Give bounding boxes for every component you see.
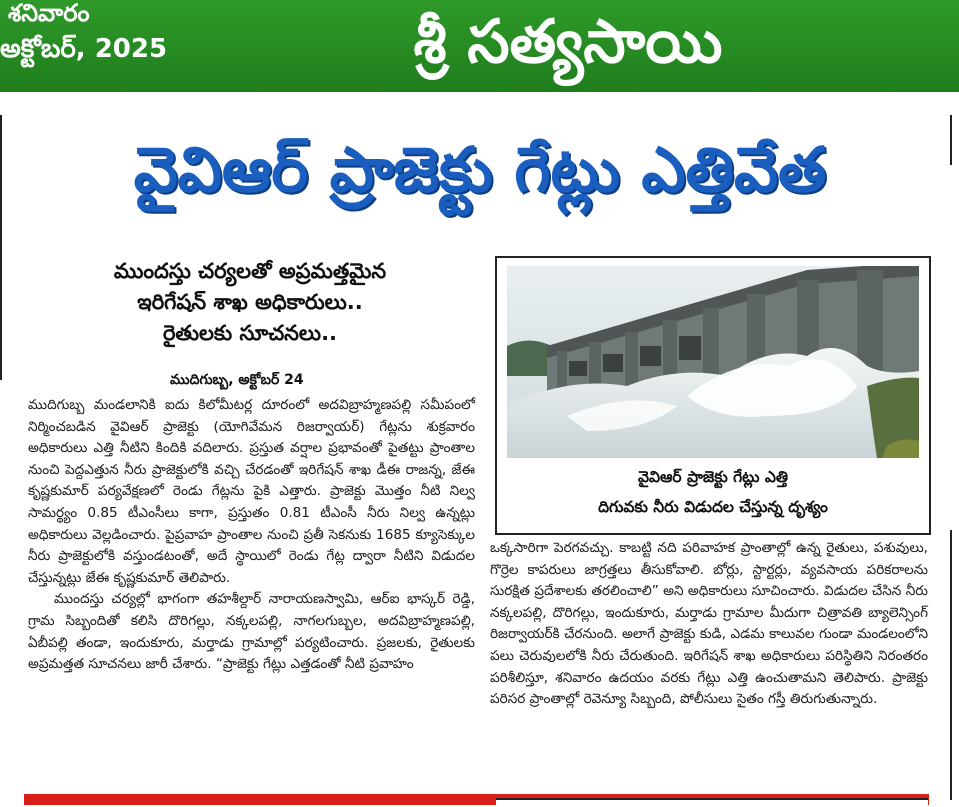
subheadline-line-3: రైతులకు సూచనలు..	[162, 321, 338, 345]
main-headline: వైవిఆర్ ప్రాజెక్టు గేట్లు ఎత్తివేత	[133, 133, 827, 206]
subheadline-line-2: ఇరిగేషన్ శాఖ అధికారులు..	[137, 290, 363, 314]
paragraph-3: ఒక్కసారిగా పెరగవచ్చు. కాబట్టి నది పరివాహక ప్రాంతాల్లో ఉన్న రైతులు, పశువులు, గొర్రెల కాపరులు జాగ్రత్తలు తీసుకోవాలి. బోర్లు, స్టార్టర్లు, వ్యవసాయ పరికరాలను సురక్షిత ప్రదేశాలకు తరలించాలి” అని అధికారులు సూచించారు. విడుదల చేసిన నీరు నక్కలపల్లి, దొరిగల్లు, ఇందుకూరు, మర్తాడు గ్రామాల మీదుగా చిత్రావతి బ్యాలెన్సింగ్ రిజర్వాయర్‌కి చేరనుంది. అలాగే ప్రాజెక్టు కుడి, ఎడమ కాలువల గుండా మండలంలోని పలు చెరువులలోకి నీరు చేరుతుంది. ఇరిగేషన్ శాఖ అధికారులు పరిస్థితిని నిరంతరం పరిశీలిస్తూ, శనివారం ఉదయం వరకు గేట్లు ఎత్తి ఉంచుతామని తెలిపారు. ప్రాజెక్టు పరిసర ప్రాంతాల్లో రెవెన్యూ సిబ్బంది, పోలీసులు సైతం గస్తీ తిరుగుతున్నారు.	[490, 540, 928, 708]
masthead	[0, 0, 959, 92]
dam-spillway-image	[507, 266, 919, 458]
subheadline	[40, 256, 460, 349]
dateline: ముదిగుబ్బ, అక్టోబర్ 24	[170, 372, 304, 388]
next-article-box-top	[496, 798, 928, 807]
right-edge-rule	[950, 115, 952, 165]
photo-caption	[505, 462, 921, 522]
photo-box	[495, 256, 931, 535]
paragraph-2: ముందస్తు చర్యల్లో భాగంగా తహశీల్దార్ నారాయణస్వామి, ఆర్ఐ భాస్కర్ రెడ్డి, గ్రామ సిబ్బందితో కలిసి దొరిగల్లు, నక్కలపల్లి, నాగలగుబ్బల, అదవిబ్రాహ్మణపల్లి, ఏబీపల్లి తండా, ఇందుకూరు, మర్తాడు గ్రామాల్లో పర్యటించారు. ప్రజలకు, రైతులకు అప్రమత్తత సూచనలు జారీ చేశారు. “ప్రాజెక్టు గేట్లు ఎత్తడంతో నీటి ప్రవాహం	[28, 591, 475, 673]
subheadline-line-1: ముందస్తు చర్యలతో అప్రమత్తమైన	[113, 259, 387, 283]
right-edge-rule-lower	[950, 530, 952, 800]
photo-caption-line-1: వైవిఆర్ ప్రాజెక్టు గేట్లు ఎత్తి	[637, 468, 789, 486]
dam-photo	[507, 266, 919, 458]
article-column-1	[28, 395, 475, 676]
photo-caption-line-2: దిగువకు నీరు విడుదల చేస్తున్న దృశ్యం	[598, 498, 828, 516]
masthead-paper-name: శ్రీ సత్యసాయి	[413, 7, 723, 77]
masthead-date: అక్టోబర్, 2025	[0, 34, 168, 64]
paragraph-1: ముదిగుబ్బ మండలానికి ఐదు కిలోమీటర్ల దూరంలో అదవిబ్రాహ్మణపల్లి సమీపంలో నిర్మించబడిన వైవిఆర్ ప్రాజెక్టు (యోగివేమన రిజర్వాయర్) గేట్లను శుక్రవారం అధికారులు ఎత్తి నీటిని కిందికి వదిలారు. ప్రస్తుత వర్షాల ప్రభావంతో పైతట్టు ప్రాంతాల నుంచి పెద్దఎత్తున నీరు ప్రాజెక్టులోకి వచ్చి చేరడంతో ఇరిగేషన్ శాఖ డీఈ రాజన్న, జేఈ కృష్ణకుమార్ పర్యవేక్షణలో రెండు గేట్లను పైకి ఎత్తారు. ప్రాజెక్టు మొత్తం నీటి నిల్వ సామర్థ్యం 0.85 టీఎంసీలు కాగా, ప్రస్తుతం 0.81 టీఎంసీ నీరు నిల్వ ఉన్నట్లు అధికారులు వెల్లడించారు. పైప్రవాహ ప్రాంతాల నుంచి ప్రతీ సెకనుకు 1685 క్యూసెక్కుల నీరు ప్రాజెక్టులోకి వస్తుండటంతో, అదే స్థాయిలో రెండు గేట్ల ద్వారా నీటిని విడుదల చేస్తున్నట్లు జేఈ కృష్ణకుమార్ తెలిపారు.	[28, 397, 475, 586]
masthead-day: శనివారం	[8, 0, 90, 27]
article-column-2	[490, 538, 928, 711]
left-edge-rule	[0, 115, 2, 380]
